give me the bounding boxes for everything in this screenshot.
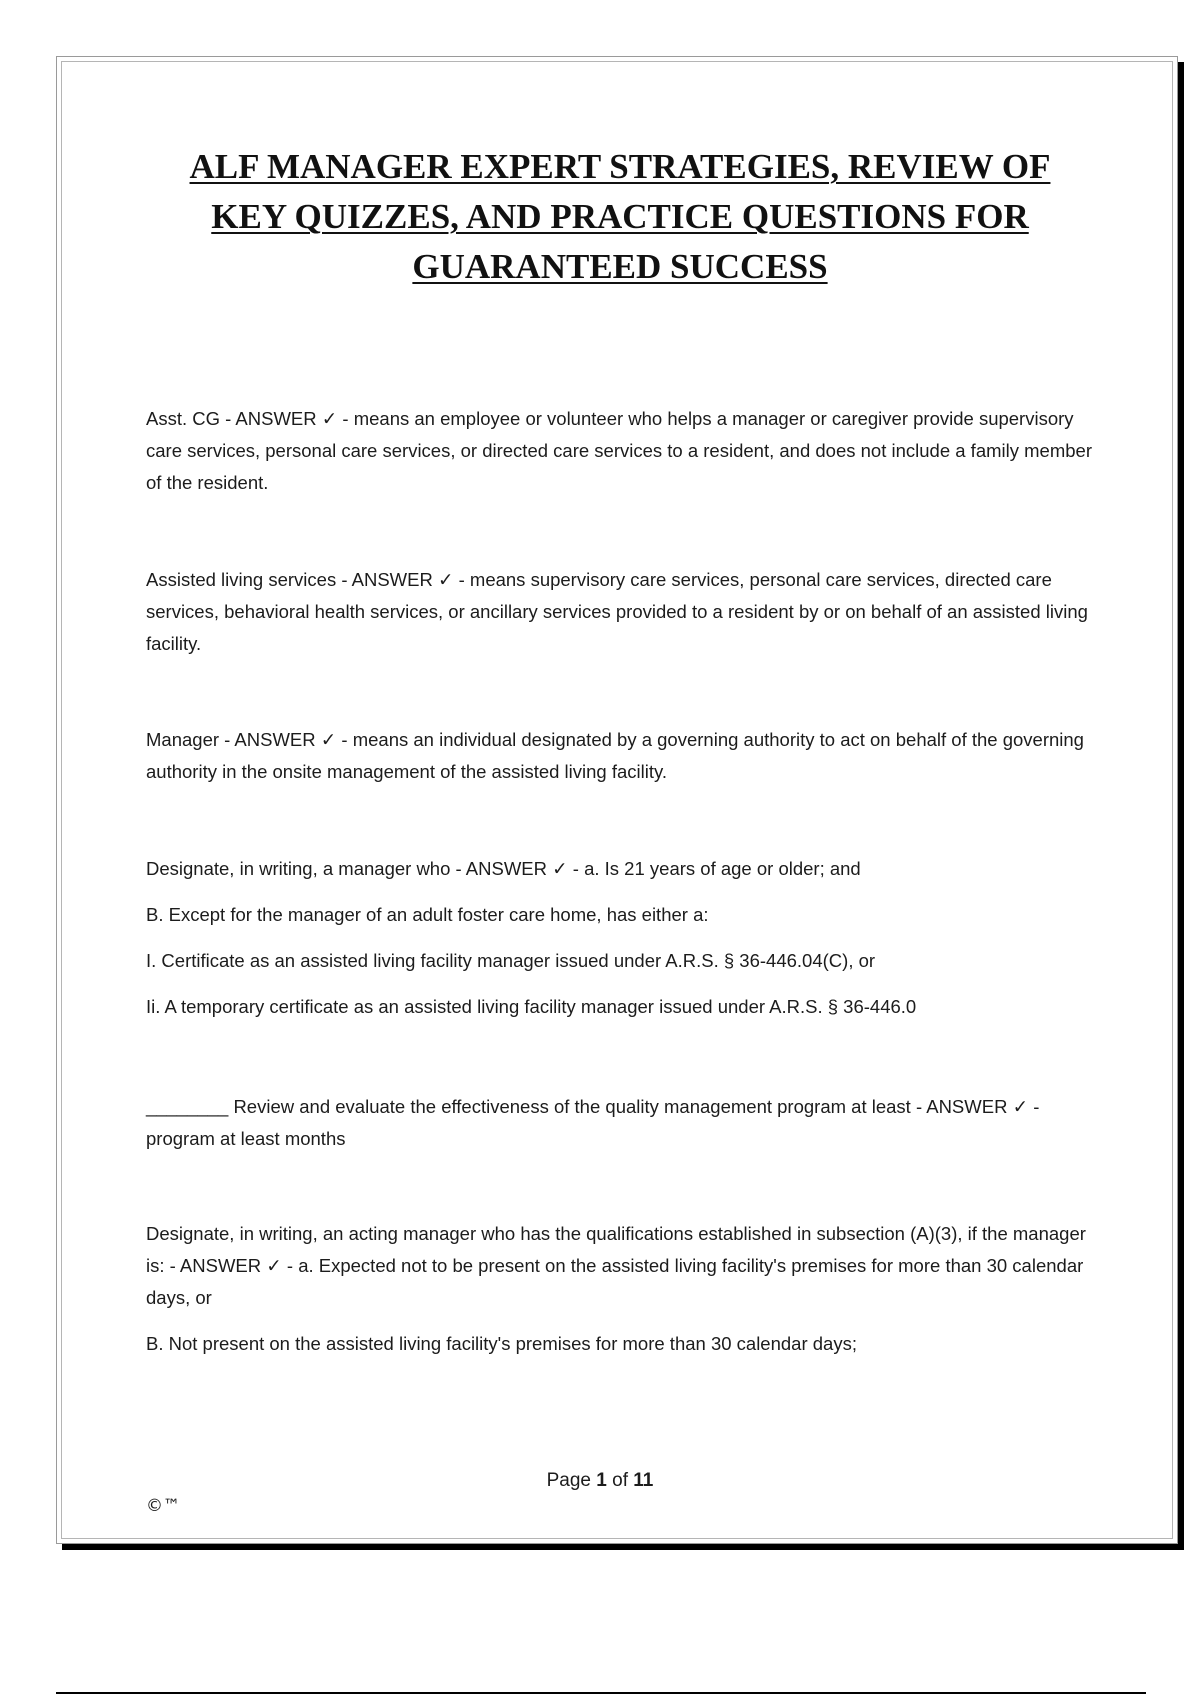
qa-paragraph: ________ Review and evaluate the effectiveness of the quality management program at least - ANSWER ✓ - program at least months xyxy=(146,1096,1040,1149)
page-prefix: Page xyxy=(546,1470,591,1491)
title-line-1: ALF MANAGER EXPERT STRATEGIES, REVIEW OF xyxy=(189,147,1051,186)
qa-entry-acting-manager xyxy=(146,1218,1096,1360)
qa-entry-designate-manager xyxy=(146,853,1096,1023)
qa-paragraph: Ii. A temporary certificate as an assisted living facility manager issued under A.R.S. § 36-446.0 xyxy=(146,996,917,1017)
qa-paragraph: I. Certificate as an assisted living facility manager issued under A.R.S. § 36-446.04(C), or xyxy=(146,950,876,971)
qa-paragraph: Asst. CG - ANSWER ✓ - means an employee or volunteer who helps a manager or caregiver provide supervisory care services, personal care services, or directed care services to a resident, and does not include a family member of the resident. xyxy=(146,408,1092,493)
document-title xyxy=(120,142,1120,292)
page-of: of xyxy=(612,1470,628,1491)
title-line-2: KEY QUIZZES, AND PRACTICE QUESTIONS FOR xyxy=(211,197,1029,236)
title-line-3: GUARANTEED SUCCESS xyxy=(412,247,828,286)
copyright-trademark-mark: ©™ xyxy=(146,1496,180,1516)
page-number xyxy=(0,1470,1200,1492)
qa-paragraph: B. Not present on the assisted living facility's premises for more than 30 calendar days; xyxy=(146,1333,857,1354)
qa-entry-manager xyxy=(146,724,1096,788)
qa-paragraph: Designate, in writing, an acting manager who has the qualifications established in subsection (A)(3), if the manager is: - ANSWER ✓ - a. Expected not to be present on the assisted living facility's premises for more than 30 calendar days, or xyxy=(146,1223,1086,1308)
page-total: 11 xyxy=(633,1470,654,1491)
page-current: 1 xyxy=(596,1470,607,1491)
qa-entry-assistant-caregiver xyxy=(146,403,1096,499)
qa-paragraph: Assisted living services - ANSWER ✓ - means supervisory care services, personal care services, directed care services, behavioral health services, or ancillary services provided to a resident by or on behalf of an assisted living facility. xyxy=(146,569,1088,654)
qa-paragraph: B. Except for the manager of an adult foster care home, has either a: xyxy=(146,904,709,925)
bottom-divider xyxy=(56,1692,1146,1694)
qa-paragraph: Manager - ANSWER ✓ - means an individual designated by a governing authority to act on behalf of the governing authority in the onsite management of the assisted living facility. xyxy=(146,729,1084,782)
qa-entry-assisted-living-services xyxy=(146,564,1096,660)
qa-entry-quality-management xyxy=(146,1091,1096,1155)
qa-paragraph: Designate, in writing, a manager who - ANSWER ✓ - a. Is 21 years of age or older; and xyxy=(146,858,861,879)
